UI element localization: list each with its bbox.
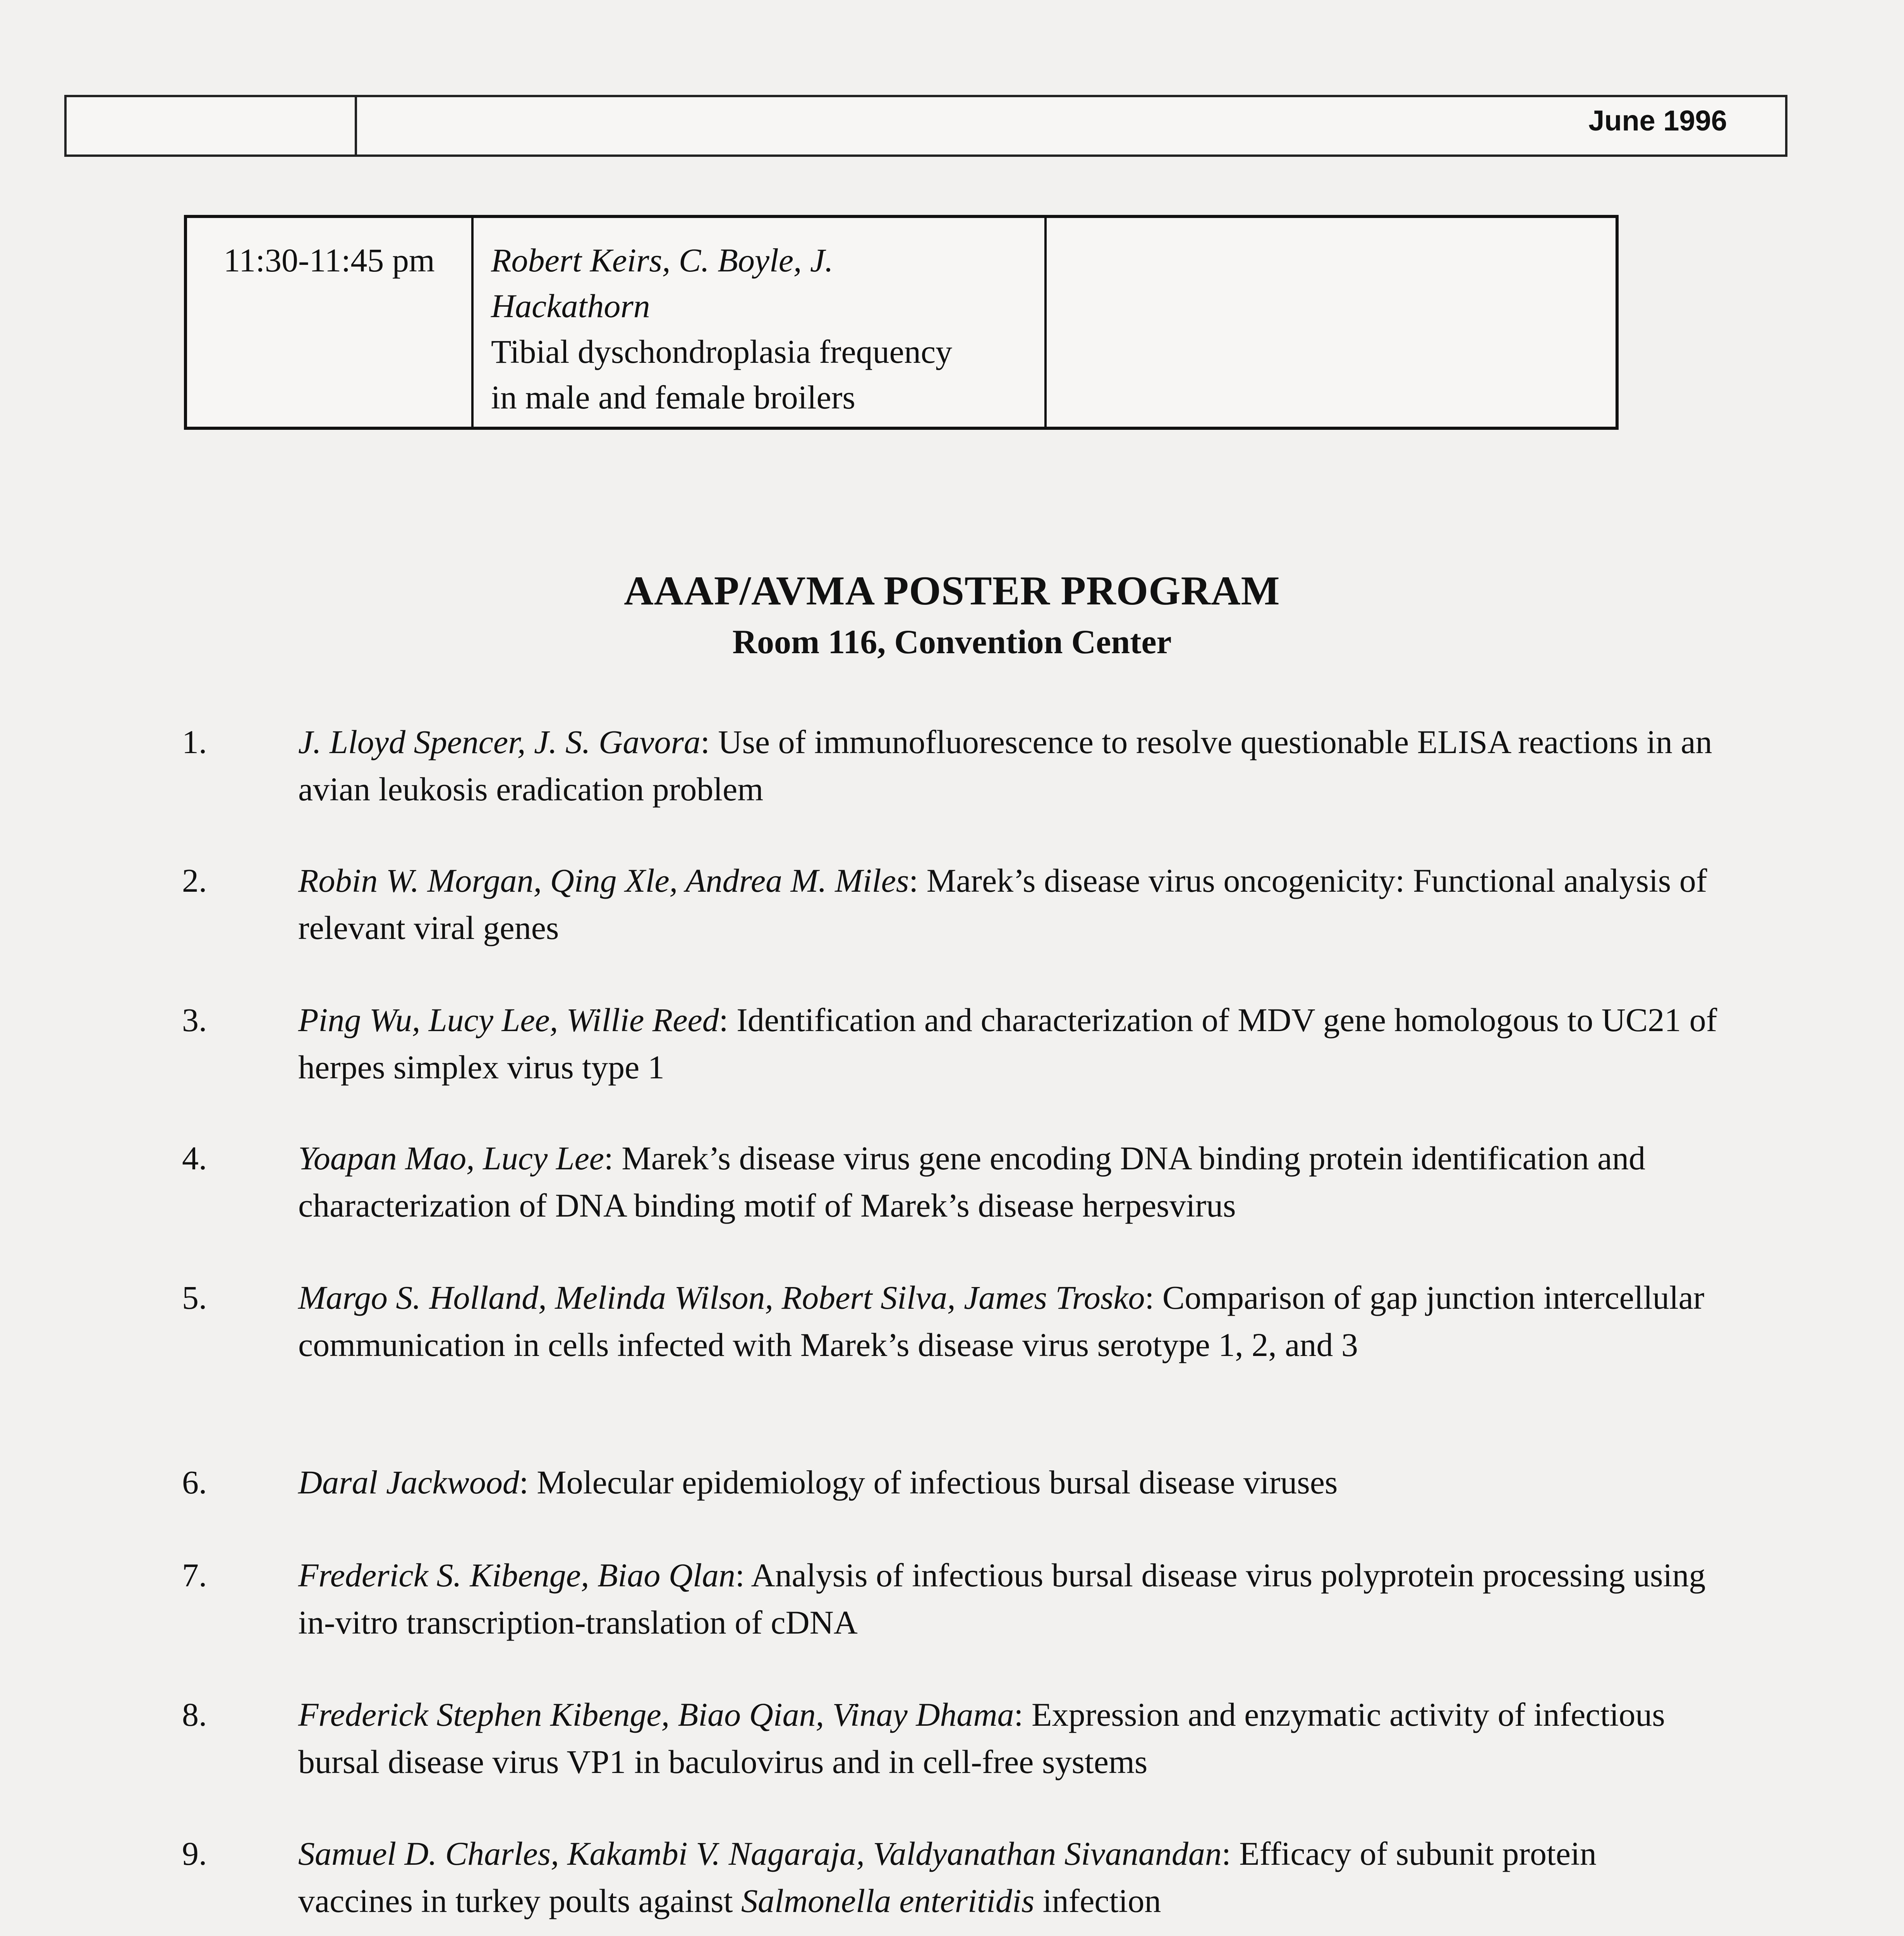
header-date: June 1996 bbox=[1588, 105, 1727, 137]
schedule-time: 11:30-11:45 pm bbox=[187, 218, 474, 427]
poster-authors: Frederick S. Kibenge, Biao Qlan bbox=[298, 1557, 735, 1594]
program-title: AAAP/AVMA POSTER PROGRAM bbox=[624, 568, 1280, 613]
poster-entry bbox=[298, 1691, 1719, 1785]
poster-entry bbox=[298, 996, 1719, 1091]
poster-authors: Ping Wu, Lucy Lee, Willie Reed bbox=[298, 1001, 719, 1038]
poster-authors: Frederick Stephen Kibenge, Biao Qian, Vinay Dhama bbox=[298, 1696, 1014, 1733]
poster-entry bbox=[298, 857, 1719, 951]
schedule-authors-line2: Hackathorn bbox=[491, 287, 650, 324]
poster-authors: Yoapan Mao, Lucy Lee bbox=[298, 1140, 604, 1177]
schedule-title-line2: in male and female broilers bbox=[491, 379, 855, 416]
poster-title: : Efficacy of subunit protein vaccines in turkey poults against bbox=[298, 1835, 1597, 1919]
poster-authors: Margo S. Holland, Melinda Wilson, Robert Silva, James Trosko bbox=[298, 1279, 1145, 1316]
poster-number: 1. bbox=[182, 723, 207, 760]
poster-number: 7. bbox=[182, 1557, 207, 1594]
poster-entry bbox=[298, 1274, 1719, 1368]
poster-title: : Use of immunofluorescence to resolve questionable ELISA reactions in an avian leukosis eradication problem bbox=[298, 723, 1712, 808]
poster-title-end: infection bbox=[1034, 1882, 1161, 1919]
poster-number: 4. bbox=[182, 1140, 207, 1177]
poster-entry bbox=[298, 1830, 1719, 1924]
poster-number: 3. bbox=[182, 1001, 207, 1038]
poster-number: 6. bbox=[182, 1464, 207, 1501]
poster-entry bbox=[298, 718, 1719, 813]
poster-entry bbox=[298, 1552, 1719, 1646]
poster-number: 9. bbox=[182, 1835, 207, 1872]
poster-entry bbox=[298, 1459, 1719, 1506]
poster-title: : Marek’s disease virus gene encoding DNA binding protein identification and characterization of DNA binding motif of Marek’s disease herpesvirus bbox=[298, 1140, 1646, 1224]
poster-title: : Identification and characterization of MDV gene homologous to UC21 of herpes simplex virus type 1 bbox=[298, 1001, 1717, 1086]
poster-number: 5. bbox=[182, 1279, 207, 1316]
poster-title: : Marek’s disease virus oncogenicity: Functional analysis of relevant viral genes bbox=[298, 862, 1707, 946]
poster-number: 8. bbox=[182, 1696, 207, 1733]
poster-entry bbox=[298, 1134, 1719, 1229]
poster-authors: J. Lloyd Spencer, J. S. Gavora bbox=[298, 723, 700, 760]
poster-title: : Comparison of gap junction intercellular communication in cells infected with Marek’s disease virus serotype 1, 2, and 3 bbox=[298, 1279, 1705, 1363]
poster-title: : Analysis of infectious bursal disease virus polyprotein processing using in-vitro transcription-translation of cDNA bbox=[298, 1557, 1706, 1641]
poster-authors: Samuel D. Charles, Kakambi V. Nagaraja, Valdyanathan Sivanandan bbox=[298, 1835, 1222, 1872]
schedule-authors-line1: Robert Keirs, C. Boyle, J. bbox=[491, 242, 833, 279]
poster-authors: Daral Jackwood bbox=[298, 1464, 519, 1501]
poster-authors: Robin W. Morgan, Qing Xle, Andrea M. Miles bbox=[298, 862, 909, 899]
poster-number: 2. bbox=[182, 862, 207, 899]
poster-title: : Molecular epidemiology of infectious bursal disease viruses bbox=[519, 1464, 1338, 1501]
poster-title: : Expression and enzymatic activity of infectious bursal disease virus VP1 in baculovirus and in cell-free systems bbox=[298, 1696, 1665, 1780]
poster-species: Salmonella enteritidis bbox=[741, 1882, 1035, 1919]
schedule-title-line1: Tibial dyschondroplasia frequency bbox=[491, 333, 953, 370]
program-location: Room 116, Convention Center bbox=[732, 623, 1172, 661]
